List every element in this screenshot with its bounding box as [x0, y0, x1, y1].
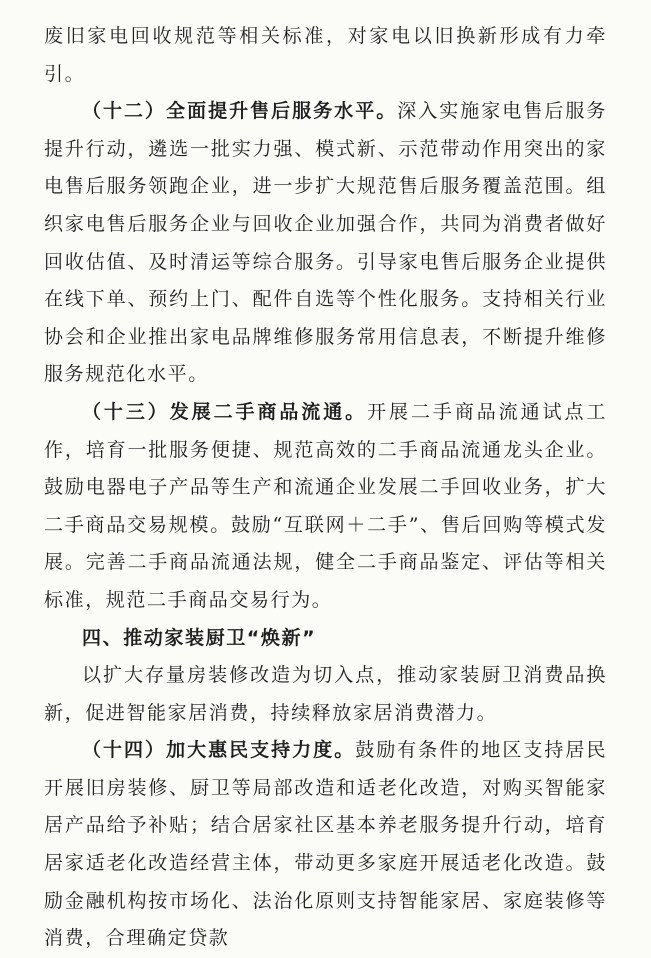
- item-12-body: 深入实施家电售后服务提升行动，遴选一批实力强、模式新、示范带动作用突出的家电售后服务领跑企业，进一步扩大规范售后服务覆盖范围。组织家电售后服务企业与回收企业加强合作，共同为消费者做好回收估值、及时清运等综合服务。引导家电售后服务企业提供在线下单、预约上门、配件自选等个性化服务。支持相关行业协会和企业推出家电品牌维修服务常用信息表，不断提升维修服务规范化水平。: [44, 100, 607, 386]
- section-4-heading-text: 四、推动家装厨卫“焕新”: [82, 626, 317, 649]
- item-13-body: 开展二手商品流通试点工作，培育一批服务便捷、规范高效的二手商品流通龙头企业。鼓励电器电子产品等生产和流通企业发展二手回收业务，扩大二手商品交易规模。鼓励“互联网＋二手”、售后回购等模式发展。完善二手商品流通法规，健全二手商品鉴定、评估等相关标准，规范二手商品交易行为。: [44, 400, 607, 611]
- paragraph-item-13: [44, 394, 607, 620]
- paragraph-item-14: [44, 732, 607, 958]
- item-13-heading: （十三）发展二手商品流通。: [82, 400, 368, 423]
- paragraph-item-12: [44, 93, 607, 394]
- item-14-body: 鼓励有条件的地区支持居民开展旧房装修、厨卫等局部改造和适老化改造，对购买智能家居产品给予补贴；结合居家社区基本养老服务提升行动，培育居家适老化改造经营主体，带动更多家庭开展适老化改造。鼓励金融机构按市场化、法治化原则支持智能家居、家庭装修等消费，合理确定贷款: [44, 739, 607, 950]
- item-14-heading: （十四）加大惠民支持力度。: [82, 739, 356, 762]
- intro-tail-text: 废旧家电回收规范等相关标准，对家电以旧换新形成有力牵引。: [44, 25, 607, 85]
- section-4-intro-text: 以扩大存量房装修改造为切入点，推动家装厨卫消费品换新，促进智能家居消费，持续释放家居消费潜力。: [44, 664, 607, 724]
- paragraph-intro-tail: [44, 18, 607, 93]
- section-4-heading: [44, 620, 607, 658]
- item-12-heading: （十二）全面提升售后服务水平。: [82, 100, 398, 123]
- paragraph-section-4-intro: [44, 657, 607, 732]
